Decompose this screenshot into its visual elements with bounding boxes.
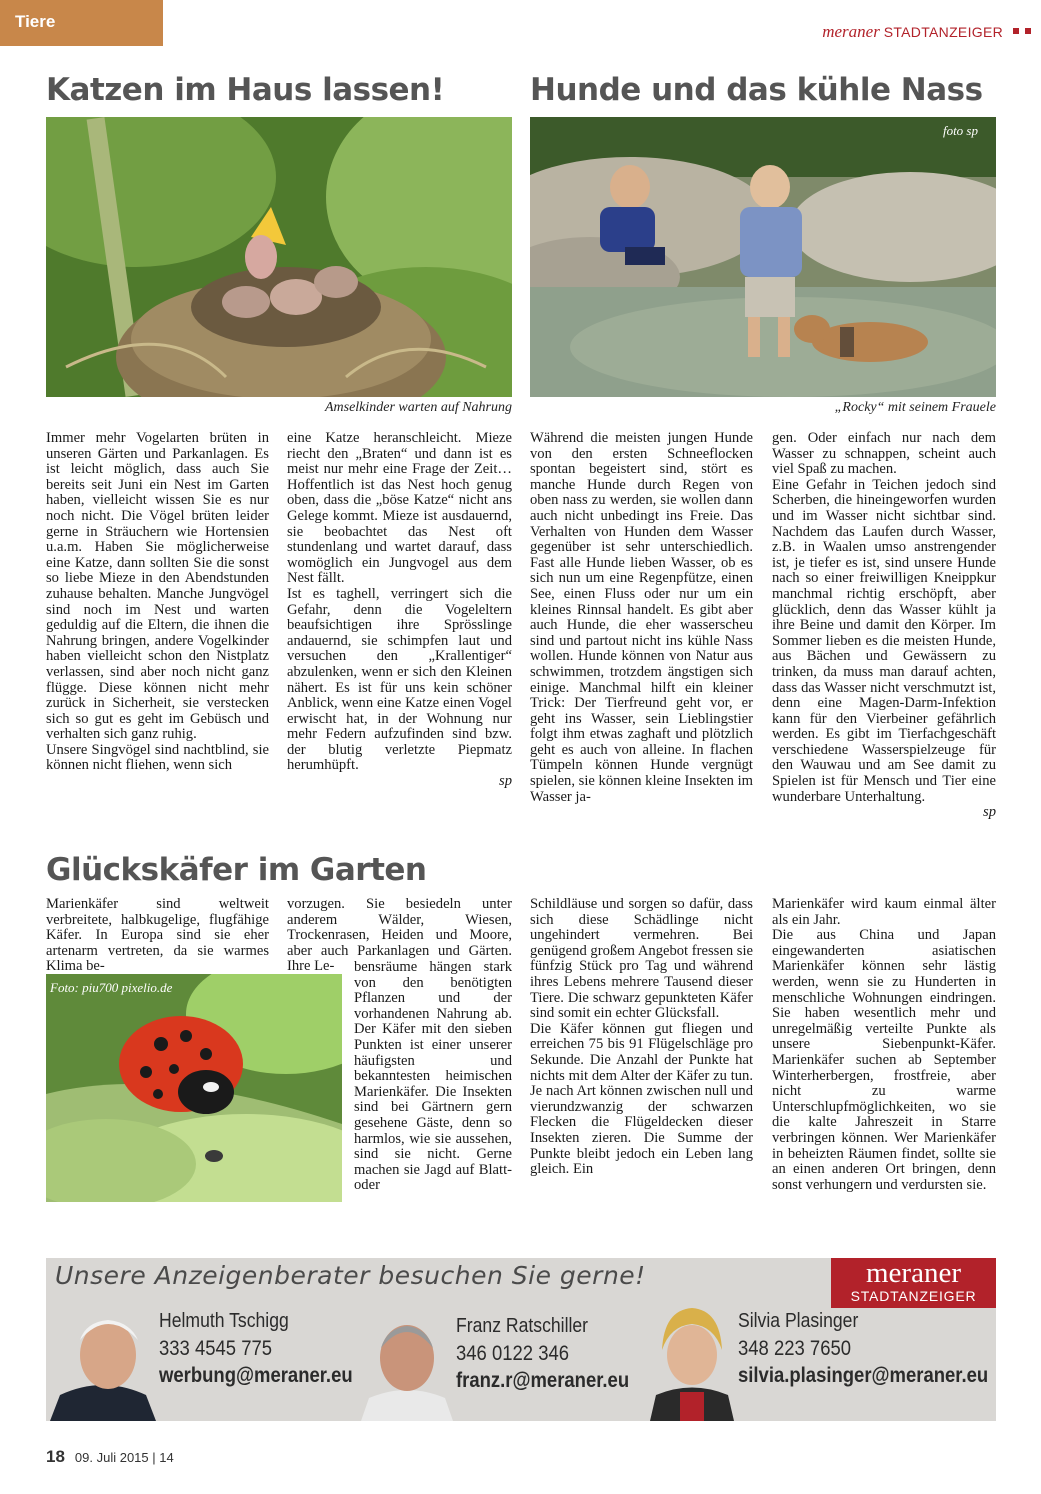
photo-caption-dogs: „Rocky“ mit seinem Frauele [834,400,996,415]
paragraph: Eine Gefahr in Teichen jedoch sind Scherben, die hineingeworfen wurden und im Wasser nicht sichtbar sind. Nachdem das Laufen durch Wasser, z.B. in Waalen umso anstrengender ist, je tiefer es ist, sind unsere Hunde nach so einer freiwilligen Kneippkur manchmal richtig erschöpft, aber glücklich, denn das Wasser kühlt ja ihre Beine und damit den Körper. Im Sommer lieben es die meisten Hunde, aus Bächen und Gewässern zu trinken, da muss man darauf achten, dass das Wasser nicht verschmutzt ist, denn eine Magen-Darm-Infektion kann für den Vierbeiner gefährlich werden. Es gibt im Tierfachgeschäft verschiedene Wasserspielzeuge für den Wauwau und am See damit zu Spielen ist für Mensch und Tier eine wunderbare Unterhaltung. [772,476,996,805]
author-signature: sp [499,773,512,790]
section-tab [0,0,163,46]
contact-name: Helmuth Tschigg [159,1310,289,1332]
issue-date: 09. Juli 2015 | 14 [74,1450,174,1465]
photo-caption-cats: Amselkinder warten auf Nahrung [324,400,512,415]
article-column [772,897,996,1193]
author-signature: sp [983,804,996,821]
paragraph: vorzugen. Sie besiedeln unter anderem Wälder, Wiesen, Trockenrasen, Heiden und Moore, aber auch Parkanlagen und Gärten. Ihre Le- [287,896,512,975]
article-column [46,431,269,774]
photo-bird-nest [46,117,512,397]
contact-name: Franz Ratschiller [456,1315,589,1337]
contact-email[interactable]: werbung@meraner.eu [159,1364,353,1387]
contact-card [159,1308,379,1390]
page-number: 18 [46,1447,65,1466]
page-footer [46,1447,174,1467]
ad-logo-name: meraner [866,1258,961,1289]
contact-phone: 333 4545 775 [159,1337,273,1360]
ad-box [46,1258,996,1421]
article-column [772,431,996,821]
article-title-dogs: Hunde und das kühle Nass [530,72,983,108]
article-title-ladybug: Glückskäfer im Garten [46,852,427,888]
article-title-cats: Katzen im Haus lassen! [46,72,445,108]
brand-dots [1013,28,1031,34]
avatar [50,1300,156,1421]
photo-credit-ladybug: Foto: piu700 pixelio.de [50,980,173,995]
article-column [287,431,512,790]
paragraph: Ist es taghell, verringert sich die Gefahr, denn die Vogeleltern beaufsichtigen ihre Sprösslinge andauernd, sie schimpfen laut und versuchen den „Krallentiger“ abzulenken, wenn er sich den Kleinen nähert. Es ist für uns kein schöner Anblick, wenn eine Katze einen Vogel erwischt hat, in der Wohnung nur mehr Federn aufzufinden sind bzw. der blutig verletzte Piepmatz herumhüpft. [287,585,512,774]
article-column [354,960,512,1194]
article-column [530,897,753,1178]
contact-phone: 348 223 7650 [738,1337,852,1360]
contact-card [456,1313,653,1395]
contact-name: Silvia Plasinger [738,1310,859,1332]
avatar [650,1300,734,1421]
paragraph: eine Katze heranschleicht. Mieze riecht den „Braten“ und dann ist es meist nur mehr eine Frage der Zeit… Hoffentlich ist das Nest hoch genug oben, dass die „böse Katze“ nicht ans Gelege kommt. Mieze ist ausdauernd, sie beobachtet das Nest oft stundenlang und wartet darauf, dass womöglich ein Jungvogel aus dem Nest fällt. [287,430,512,587]
ad-logo-sub: STADTANZEIGER [850,1288,977,1304]
photo-credit-dogs: foto sp [942,123,978,138]
article-column [530,431,753,805]
ad-logo [831,1258,996,1308]
photo-dog-river [530,117,996,397]
paragraph: Schildläuse und sorgen so dafür, dass sich diese Schädlinge nicht ungehindert vermehren. Bei genügend großem Angebot fressen sie fünfzig Stück pro Tag und während ihres Lebens mehrere Tausend dieser Tiere. Die schwarz gepunkteten Käfer sind somit ein echter Glücksfall. [530,896,753,1022]
avatar [361,1310,453,1421]
contact-email[interactable]: silvia.plasinger@meraner.eu [738,1364,989,1387]
paragraph: Unsere Singvögel sind nachtblind, sie können nicht fliehen, wenn sich [46,741,269,774]
photo-ladybug [46,974,342,1202]
paragraph: Marienkäfer wird kaum einmal älter als ein Jahr. [772,896,996,928]
paragraph: Die Käfer können gut fliegen und erreichen 75 bis 91 Flügelschläge pro Sekunde. Die Anzahl der Punkte hat nichts mit dem Alter der Käfer zu tun. Je nach Art können zwischen null und vierundzwanzig der schwarzen Flecken die Flügeldecken dieser Insekten zieren. Die Summe der Punkte bleibt jedoch ein Leben lang gleich. Ein [530,1020,753,1178]
section-label: Tiere [15,12,56,31]
paragraph: bensräume hängen stark von den benötigten Pflanzen und der vorhandenen Nahrung ab. Der Käfer mit den sieben Punkten ist einer unserer häufigsten und bekanntesten heimischen Marienkäfer. Die Insekten sind bei Gärtnern gern gesehene Gäste, denn so harmlos, wie sie aussehen, sind sie nicht. Gerne machen sie Jagd auf Blatt- oder [354,959,512,1194]
contact-phone: 346 0122 346 [456,1342,570,1365]
article-column [46,897,269,975]
brand-logo [822,22,1003,42]
brand-name-a: meraner [822,22,880,41]
paragraph: Marienkäfer sind weltweit verbreitete, halbkugelige, flugfähige Käfer. In Europa sind sie eher artenarm vertreten, da sie warmes Klima be- [46,896,269,975]
paragraph: Immer mehr Vogelarten brüten in unseren Gärten und Parkanlagen. Es ist leicht möglich, dass auch Sie bereits seit Juni ein Nest im Garten haben, vielleicht wissen Sie es nur noch nicht. Die Vögel brüten leider gerne in Sträuchern wie Hortensien u.a.m. Haben Sie möglicherweise eine Katze, dann sollten Sie die sonst so liebe Mieze in den Abendstunden zuhause behalten. Manche Jungvögel sind noch im Nest und warten geduldig auf die Eltern, die ihnen die Nahrung bringen, andere Vogelkinder haben vielleicht schon den Nistplatz verlassen, sind aber noch nicht ganz flügge. Diese können nicht mehr zurück in Sicherheit, sie verstecken sich so gut es geht im Gebüsch und verhalten sich ganz ruhig. [46,430,269,743]
contact-card [738,1308,996,1390]
ad-title: Unsere Anzeigenberater besuchen Sie gerne! [55,1261,646,1290]
paragraph: gen. Oder einfach nur nach dem Wasser zu schnappen, scheint auch viel Spaß zu machen. [772,430,996,478]
paragraph: Die aus China und Japan eingewanderten asiatischen Marienkäfer können sehr lästig werden, wenn sie zu Hunderten in menschliche Wohnungen eindringen. Sie haben wesentlich mehr und unregelmäßig verteilte Punkte als unsere Siebenpunkt-Käfer. Marienkäfer suchen ab September Winterherbergen, frostfreie, aber nicht zu warme Unterschlupfmöglichkeiten, wo sie die kalte Jahreszeit in Starre verbringen können. Wer Marienkäfer in beheizten Räumen findet, sollte sie an einen anderen Ort bringen, denn sonst verhungern und verdursten sie. [772,927,996,1193]
contact-email[interactable]: franz.r@meraner.eu [456,1369,630,1392]
paragraph: Während die meisten jungen Hunde von den ersten Schneeflocken spontan begeistert sind, stört es manche Hunde durch Regen von oben nass zu werden, sie wollen dann auch nicht unbedingt ins Freie. Das Verhalten von Hunden dem Wasser gegenüber ist sehr unterschiedlich. Fast alle Hunde lieben Wasser, ob es sich nun um eine Regenpfütze, einen See, einen Fluss oder nur um ein kleines Rinnsal handelt. Es gibt aber auch Hunde, die eher wasserscheu sind und partout nicht ins kühle Nass wollen. Hunde können von Natur aus schwimmen, trotzdem ängstigen sich einige. Manchmal hilft ein kleiner Trick: Der Tierfreund geht vor, er geht ins Wasser, sein Lieblingstier folgt ihm etwas zaghaft und plötzlich geht es auch von alleine. In flachen Tümpeln können Hunde vergnügt spielen, sie können kleine Insekten im Wasser ja- [530,430,753,805]
brand-name-b: STADTANZEIGER [883,24,1003,40]
